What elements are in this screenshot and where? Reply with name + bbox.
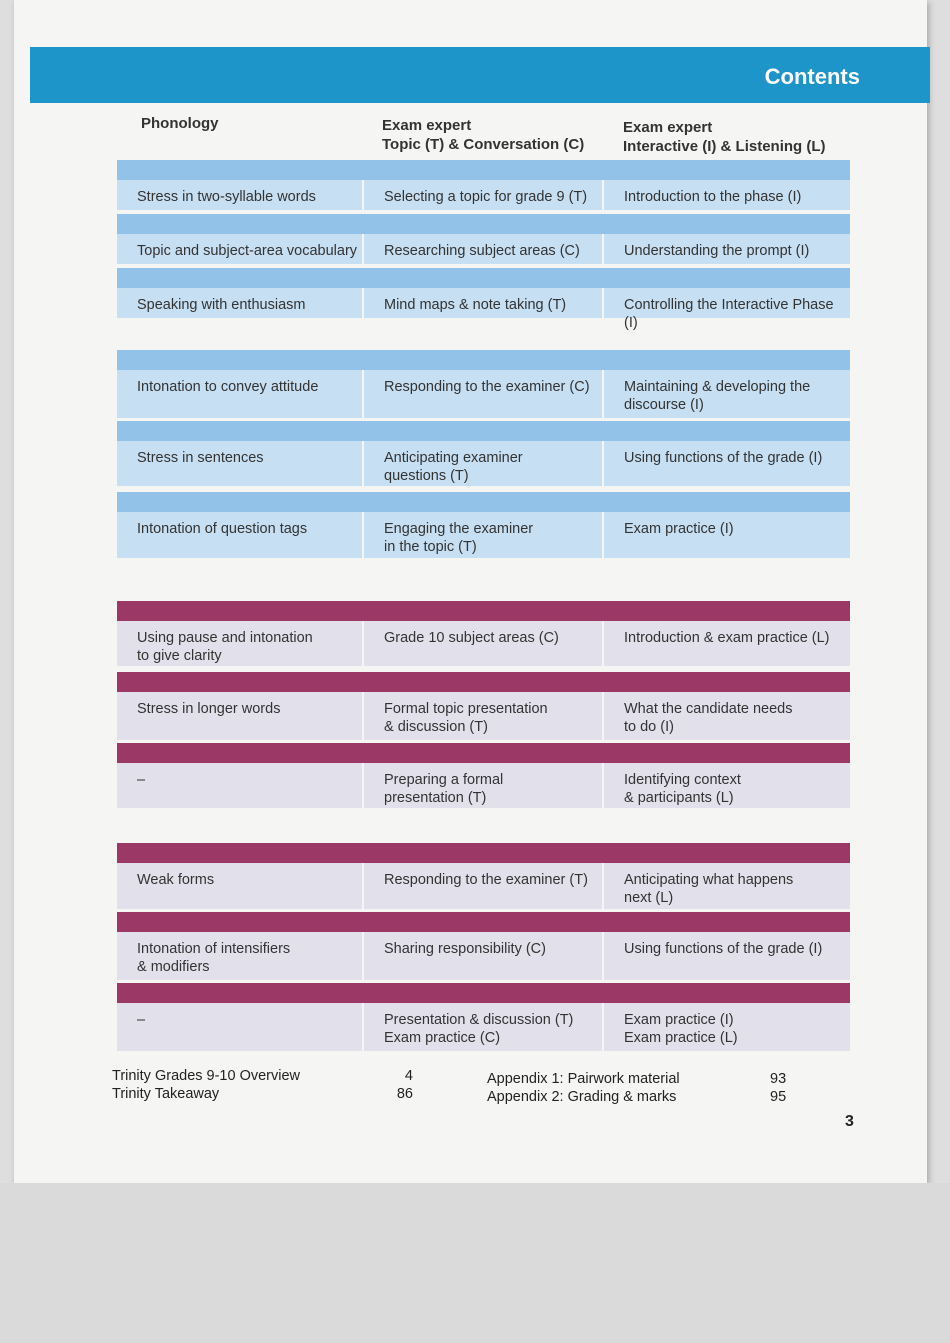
table-row — [117, 441, 850, 486]
topic-cell: Responding to the examiner (C) — [362, 370, 600, 418]
table-row — [117, 763, 850, 808]
column-header-interactive-listening: Exam expert Interactive (I) & Listening (L) — [623, 119, 826, 155]
table-row — [117, 692, 850, 740]
topic-cell: Formal topic presentation & discussion (T) — [362, 692, 600, 740]
interactive-cell: What the candidate needs to do (I) — [602, 692, 850, 740]
column-header-topic-conversation: Exam expert Topic (T) & Conversation (C) — [382, 117, 585, 153]
topic-cell: Responding to the examiner (T) — [362, 863, 600, 909]
phonology-cell: Intonation of question tags — [137, 521, 308, 537]
topic-cell: Anticipating examiner questions (T) — [362, 441, 600, 486]
topic-cell: Preparing a formal presentation (T) — [362, 763, 600, 808]
phonology-cell: – — [137, 772, 146, 788]
footer-right-titles: Appendix 1: Pairwork material Appendix 2: Grading & marks — [487, 1071, 680, 1105]
phonology-cell: Weak forms — [137, 872, 215, 888]
table-row — [117, 1003, 850, 1051]
interactive-cell: Using functions of the grade (I) — [602, 932, 850, 980]
table-row — [117, 621, 850, 666]
phonology-cell: Stress in longer words — [137, 701, 281, 717]
interactive-cell: Maintaining & developing the discourse (I) — [602, 370, 850, 418]
page-number: 3 — [845, 1113, 854, 1130]
phonology-cell: Intonation of intensifiers & modifiers — [137, 941, 291, 975]
interactive-cell: Identifying context & participants (L) — [602, 763, 850, 808]
topic-cell: Engaging the examiner in the topic (T) — [362, 512, 600, 558]
footer-left-titles: Trinity Grades 9-10 Overview Trinity Takeaway — [112, 1068, 301, 1102]
interactive-cell: Exam practice (I) — [602, 512, 850, 558]
scan-margin — [0, 1183, 950, 1343]
page-title: Contents — [764, 64, 860, 89]
phonology-cell: Speaking with enthusiasm — [137, 297, 306, 313]
phonology-cell: Using pause and intonation to give clarity — [137, 630, 313, 664]
interactive-cell: Exam practice (I) Exam practice (L) — [602, 1003, 850, 1051]
table-row — [117, 370, 850, 418]
table-row — [117, 180, 850, 210]
table-row — [117, 863, 850, 909]
phonology-cell: Topic and subject-area vocabulary — [137, 243, 358, 259]
topic-cell: Presentation & discussion (T) Exam practice (C) — [362, 1003, 600, 1051]
column-header-phonology: Phonology — [141, 115, 219, 132]
interactive-cell: Introduction to the phase (I) — [602, 180, 850, 210]
interactive-cell: Introduction & exam practice (L) — [602, 621, 850, 666]
interactive-cell: Using functions of the grade (I) — [602, 441, 850, 486]
phonology-cell: Stress in two-syllable words — [137, 189, 316, 205]
phonology-cell: – — [137, 1012, 146, 1028]
footer-right-pages: 93 95 — [770, 1071, 787, 1105]
interactive-cell: Anticipating what happens next (L) — [602, 863, 850, 909]
table-row — [117, 234, 850, 264]
phonology-cell: Intonation to convey attitude — [137, 379, 319, 395]
topic-cell: Grade 10 subject areas (C) — [362, 621, 600, 666]
topic-cell: Sharing responsibility (C) — [362, 932, 600, 980]
interactive-cell: Understanding the prompt (I) — [602, 234, 850, 264]
topic-cell: Researching subject areas (C) — [362, 234, 600, 264]
interactive-cell: Controlling the Interactive Phase (I) — [602, 288, 850, 318]
phonology-cell: Stress in sentences — [137, 450, 264, 466]
footer-left-pages: 4 86 — [396, 1068, 413, 1102]
table-row — [117, 512, 850, 558]
topic-cell: Selecting a topic for grade 9 (T) — [362, 180, 600, 210]
table-row — [117, 932, 850, 980]
table-row — [117, 288, 850, 331]
topic-cell: Mind maps & note taking (T) — [362, 288, 600, 318]
